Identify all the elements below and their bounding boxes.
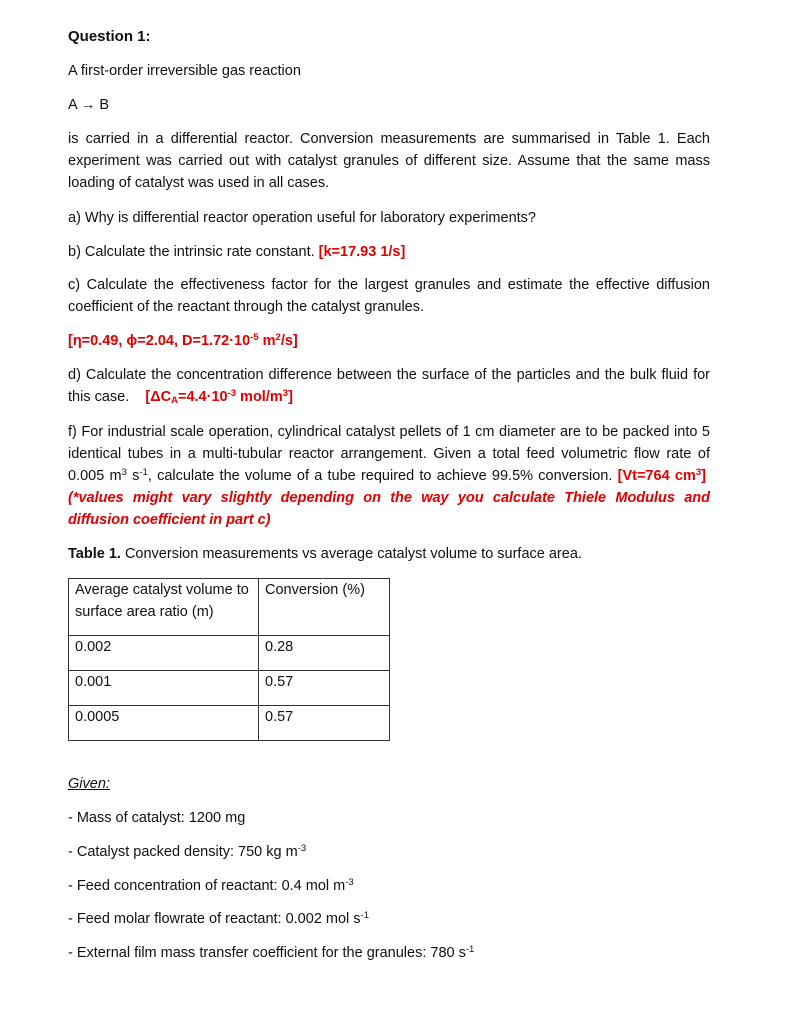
part-a: a) Why is differential reactor operation useful for laboratory experiments? bbox=[68, 210, 536, 226]
part-c-answer: [η=0.49, ϕ=2.04, $D=1.72\cdot 10^{-5}$ $m^2/s$] bbox=[68, 332, 298, 349]
given-item: - Feed concentration of reactant: 0.4 mol $m^{-3}$ bbox=[68, 877, 354, 894]
intro-text: A first-order irreversible gas reaction bbox=[68, 63, 301, 79]
part-d-text: d) Calculate the concentration difference between the surface of the particles and the bulk fluid for this case. bbox=[68, 367, 710, 405]
part-b-text: b) Calculate the intrinsic rate constant. bbox=[68, 244, 315, 260]
part-d bbox=[68, 364, 710, 408]
table-caption-label: Table 1. bbox=[68, 546, 121, 562]
part-d-answer: [$\Delta C_A=4.4\cdot 10^{-3}$ mol/$m^3$] bbox=[145, 388, 293, 406]
part-b bbox=[68, 241, 710, 263]
description-paragraph: is carried in a differential reactor. Conversion measurements are summarised in Table 1. Each experiment was carried out with catalyst granules of different size. Assume that the same mass loading of catalyst was used in all cases. bbox=[68, 131, 710, 191]
given-item: - Mass of catalyst: 1200 mg bbox=[68, 810, 246, 826]
table-header-cell: Conversion (%) bbox=[259, 579, 390, 636]
part-f-answer: [Vt=764 $cm^3$] bbox=[617, 467, 706, 484]
table-row bbox=[69, 706, 390, 741]
table-header-row bbox=[69, 579, 390, 636]
part-f-note: (*values might vary slightly depending on the way you calculate Thiele Modulus and diffusion coefficient in part c) bbox=[68, 490, 710, 528]
table-cell: 0.57 bbox=[259, 706, 390, 741]
table-cell: 0.28 bbox=[259, 636, 390, 671]
table-header-cell: Average catalyst volume to surface area ratio (m) bbox=[69, 579, 259, 636]
table-caption-text: Conversion measurements vs average catalyst volume to surface area. bbox=[120, 546, 582, 562]
given-item: - External film mass transfer coefficient for the granules: 780 $s^{-1}$ bbox=[68, 944, 475, 961]
given-item: - Feed molar flowrate of reactant: 0.002 mol $s^{-1}$ bbox=[68, 910, 370, 927]
part-f: f) For industrial scale operation, cylindrical catalyst pellets of 1 cm diameter are to be packed into 5 identical tubes in a multi-tubular reactor arrangement. Given a total feed volumetric flow rate of 0.005 $m^3$ $s^{-1}$, calculate the volume of a tube required to achieve 99.5% conversion. [Vt=764 $cm^3$] (*values might vary slightly depending on the way you calculate Thiele Modulus and diffusion coefficient in part c) bbox=[68, 424, 710, 528]
table-row bbox=[69, 671, 390, 706]
given-item: - Catalyst packed density: 750 kg $m^{-3}$ bbox=[68, 843, 307, 860]
given-heading: Given: bbox=[68, 776, 110, 792]
part-c-text: c) Calculate the effectiveness factor for the largest granules and estimate the effective diffusion coefficient of the reactant through the catalyst granules. bbox=[68, 277, 710, 315]
table-row bbox=[69, 636, 390, 671]
table-caption bbox=[68, 543, 710, 565]
table-cell: 0.001 bbox=[69, 671, 259, 706]
table-cell: 0.0005 bbox=[69, 706, 259, 741]
table-cell: 0.002 bbox=[69, 636, 259, 671]
reaction-equation: A → B bbox=[68, 97, 110, 113]
question-title: Question 1: bbox=[68, 28, 151, 45]
part-b-answer: [k=17.93 1/s] bbox=[318, 244, 406, 260]
table-cell: 0.57 bbox=[259, 671, 390, 706]
conversion-table bbox=[68, 578, 390, 741]
